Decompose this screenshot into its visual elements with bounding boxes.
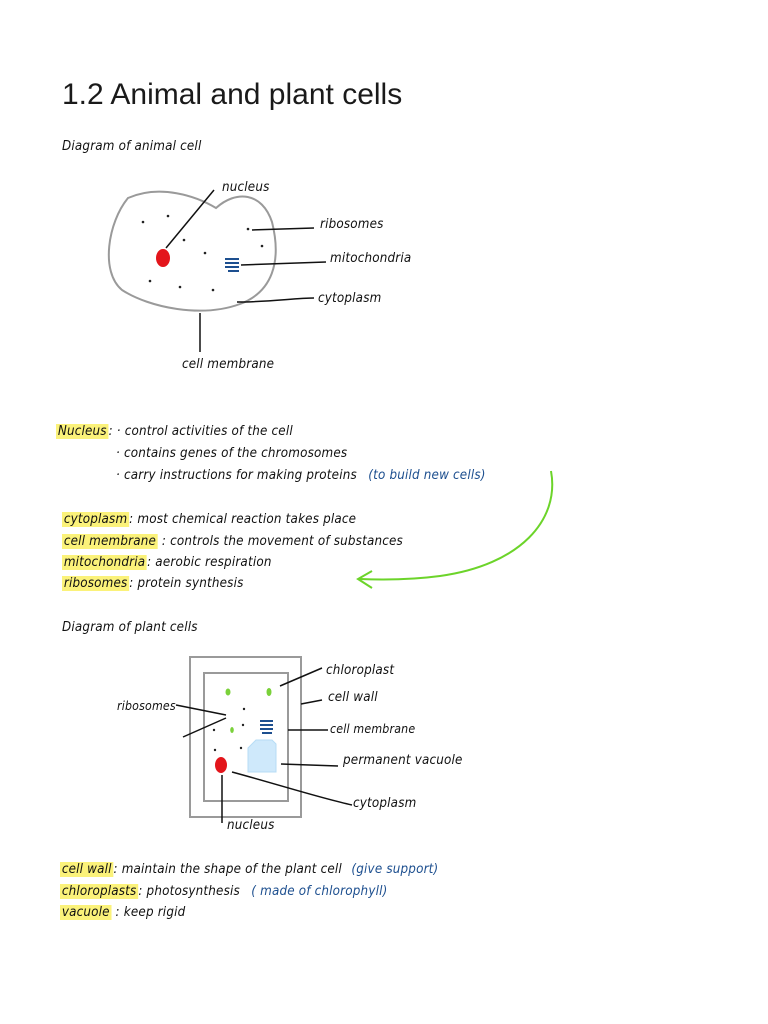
- animal-label-cytoplasm: cytoplasm: [318, 291, 382, 306]
- animal-label-mitochondria: mitochondria: [330, 251, 412, 266]
- plant-chloroplast-shapes: [226, 688, 272, 733]
- plant-label-cell-membrane: cell membrane: [330, 722, 416, 736]
- cell-membrane-sep: :: [161, 534, 167, 549]
- term-ribosomes: ribosomes: [63, 576, 128, 591]
- plant-label-chloroplast: chloroplast: [326, 663, 395, 678]
- term-nucleus: Nucleus: [57, 424, 107, 439]
- animal-diagram-heading: Diagram of animal cell: [62, 139, 202, 154]
- nucleus-note-3: · carry instructions for making proteins (to build new cells): [116, 468, 486, 483]
- vacuole-sep: :: [115, 905, 120, 920]
- mitochondria-sep: :: [147, 555, 152, 570]
- term-mitochondria: mitochondria: [63, 555, 146, 570]
- plant-cell-wall-shape: [190, 657, 301, 817]
- animal-label-nucleus: nucleus: [222, 180, 270, 195]
- cell-wall-aside: (give support): [351, 862, 439, 877]
- plant-cell-membrane-shape: [204, 673, 288, 801]
- plant-label-ribosomes: ribosomes: [117, 699, 176, 713]
- nucleus-point-1: control activities of the cell: [124, 424, 293, 439]
- plant-mitochondria-shape: [260, 721, 273, 733]
- cell-membrane-desc: controls the movement of substances: [170, 534, 403, 549]
- plant-label-cytoplasm: cytoplasm: [353, 796, 417, 811]
- term-vacuole: vacuole: [61, 905, 110, 920]
- animal-label-ribosomes: ribosomes: [320, 217, 384, 232]
- nucleus-note-2: · contains genes of the chromosomes: [116, 446, 348, 461]
- ribosomes-desc: protein synthesis: [137, 576, 244, 591]
- vacuole-desc: keep rigid: [123, 905, 186, 920]
- term-cell-wall: cell wall: [61, 862, 112, 877]
- cytoplasm-sep: :: [129, 512, 134, 527]
- mitochondria-desc: aerobic respiration: [155, 555, 272, 570]
- plant-label-cell-wall: cell wall: [328, 690, 378, 705]
- plant-label-nucleus: nucleus: [227, 818, 275, 833]
- nucleus-aside: (to build new cells): [368, 468, 486, 483]
- nucleus-point-2: contains genes of the chromosomes: [123, 446, 348, 461]
- cell-wall-desc: maintain the shape of the plant cell: [121, 862, 342, 877]
- cytoplasm-desc: most chemical reaction takes place: [137, 512, 357, 527]
- term-cell-membrane: cell membrane: [63, 534, 157, 549]
- animal-label-cell-membrane: cell membrane: [182, 357, 275, 372]
- cell-wall-note: [60, 862, 438, 877]
- chloroplasts-aside: ( made of chlorophyll): [251, 884, 388, 899]
- term-chloroplasts: chloroplasts: [61, 884, 137, 899]
- plant-label-permanent-vacuole: permanent vacuole: [343, 753, 463, 768]
- chloroplasts-sep: :: [138, 884, 143, 899]
- nucleus-point-3: carry instructions for making proteins: [123, 468, 357, 483]
- page-title: 1.2 Animal and plant cells: [62, 78, 403, 111]
- cell-wall-sep: :: [113, 862, 118, 877]
- ribosomes-sep: :: [129, 576, 134, 591]
- plant-nucleus-shape: [215, 757, 227, 773]
- nucleus-note: Nucleus : · control activities of the cell: [57, 424, 293, 439]
- plant-vacuole-shape: [248, 740, 276, 772]
- chloroplasts-desc: photosynthesis: [146, 884, 240, 899]
- plant-diagram-heading: Diagram of plant cells: [62, 620, 198, 635]
- plant-ribosome-dots: [213, 708, 245, 751]
- term-cytoplasm: cytoplasm: [63, 512, 128, 527]
- chloroplasts-note: [60, 884, 387, 899]
- vacuole-note: [60, 905, 185, 920]
- nucleus-sep: :: [108, 424, 113, 439]
